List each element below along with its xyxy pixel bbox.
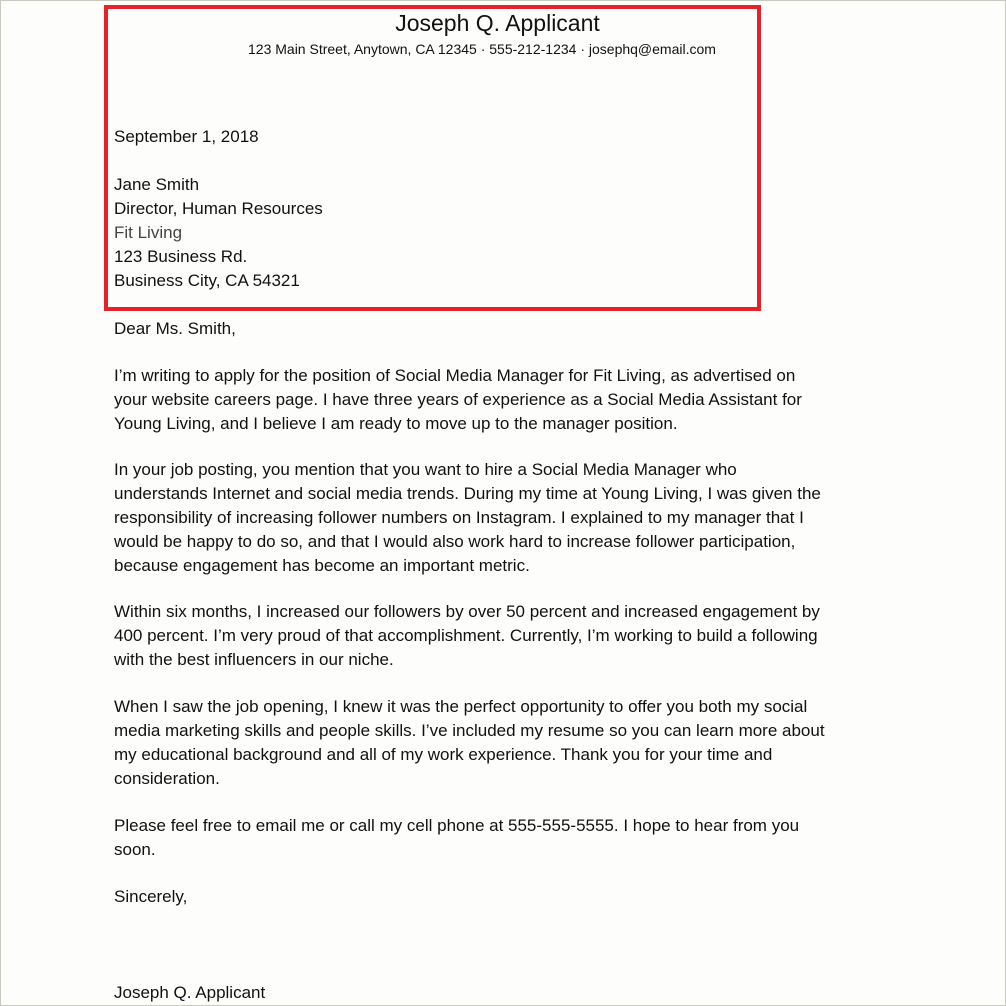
sender-contact: 123 Main Street, Anytown, CA 12345 · 555-212-1234 · josephq@email.com [248,41,716,57]
paragraph-line: Within six months, I increased our followers by over 50 percent and increased engagement by [114,602,820,621]
paragraph-line: soon. [114,840,156,859]
closing: Sincerely, [114,887,188,906]
paragraph-line: 400 percent. I’m very proud of that accomplishment. Currently, I’m working to build a following [114,626,818,645]
salutation: Dear Ms. Smith, [114,319,236,338]
body-paragraph-3 [114,600,820,672]
paragraph-line: media marketing skills and people skills. I’ve included my resume so you can learn more about [114,721,825,740]
paragraph-line: When I saw the job opening, I knew it was the perfect opportunity to offer you both my social [114,697,808,716]
recipient-company: Fit Living [114,223,183,242]
sender-name: Joseph Q. Applicant [395,10,600,36]
paragraph-line: your website careers page. I have three years of experience as a Social Media Assistant for [114,390,802,409]
paragraph-line: because engagement has become an important metric. [114,556,530,575]
paragraph-line: consideration. [114,769,220,788]
recipient-title: Director, Human Resources [114,199,323,218]
recipient-street: 123 Business Rd. [114,247,248,266]
paragraph-line: responsibility of increasing follower numbers on Instagram. I explained to my manager that I [114,508,804,527]
body-paragraph-5 [114,814,799,862]
letter-date: September 1, 2018 [114,127,259,146]
paragraph-line: understands Internet and social media trends. During my time at Young Living, I was given the [114,484,821,503]
body-paragraph-4 [114,695,825,791]
paragraph-line: with the best influencers in our niche. [114,650,394,669]
paragraph-line: In your job posting, you mention that you want to hire a Social Media Manager who [114,460,737,479]
paragraph-line: my educational background and all of my work experience. Thank you for your time and [114,745,773,764]
paragraph-line: Please feel free to email me or call my cell phone at 555-555-5555. I hope to hear from you [114,816,800,835]
paragraph-line: Young Living, and I believe I am ready to move up to the manager position. [114,414,678,433]
signature-name: Joseph Q. Applicant [114,983,266,1002]
recipient-name: Jane Smith [114,175,200,194]
body-paragraph-1 [114,364,802,436]
paragraph-line: would be happy to do so, and that I would also work hard to increase follower participation, [114,532,796,551]
body-paragraph-2 [114,458,821,578]
recipient-city: Business City, CA 54321 [114,271,300,290]
paragraph-line: I’m writing to apply for the position of Social Media Manager for Fit Living, as advertised on [114,366,796,385]
